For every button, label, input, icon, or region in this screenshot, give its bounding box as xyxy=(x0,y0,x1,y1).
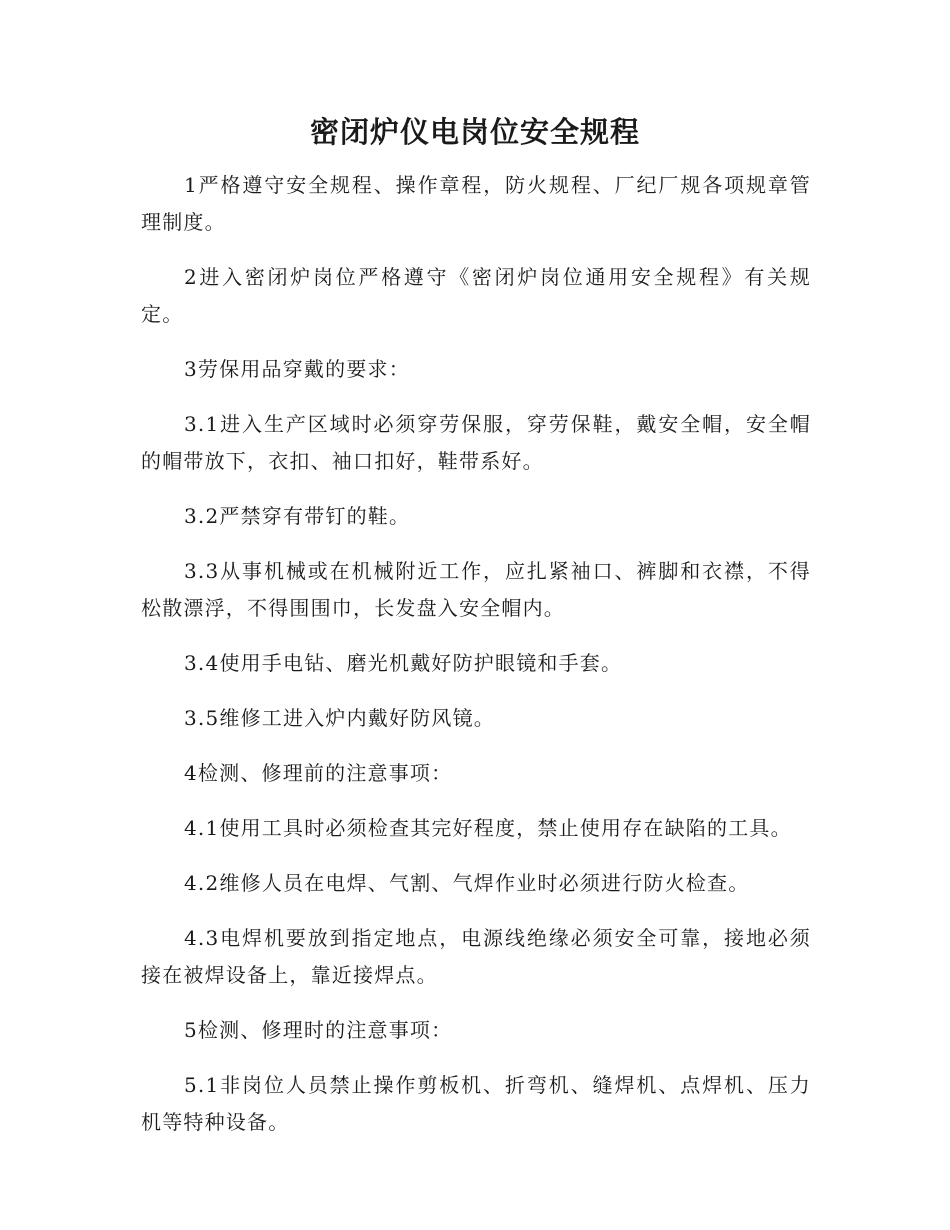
document-title: 密闭炉仪电岗位安全规程 xyxy=(309,115,640,149)
paragraph-3-1: 3.1进入生产区域时必须穿劳保服，穿劳保鞋，戴安全帽，安全帽的帽带放下，衣扣、袖口扣好，鞋带系好。 xyxy=(141,412,811,473)
paragraph-4-2: 4.2维修人员在电焊、气割、气焊作业时必须进行防火检查。 xyxy=(184,871,750,895)
paragraph-1: 1严格遵守安全规程、操作章程，防火规程、厂纪厂规各项规章管理制度。 xyxy=(141,173,811,234)
paragraph-3-3: 3.3从事机械或在机械附近工作，应扎紧袖口、裤脚和衣襟，不得松散漂浮，不得围围巾，长发盘入安全帽内。 xyxy=(141,559,811,620)
paragraph-4: 4检测、修理前的注意事项： xyxy=(184,761,453,785)
paragraph-3-2: 3.2严禁穿有带钉的鞋。 xyxy=(184,504,411,528)
paragraph-3: 3劳保用品穿戴的要求： xyxy=(184,357,410,381)
paragraph-5-1: 5.1非岗位人员禁止操作剪板机、折弯机、缝焊机、点焊机、压力机等特种设备。 xyxy=(141,1073,811,1134)
paragraph-3-4: 3.4使用手电钻、磨光机戴好防护眼镜和手套。 xyxy=(184,651,623,675)
paragraph-4-3: 4.3电焊机要放到指定地点，电源线绝缘必须安全可靠，接地必须接在被焊设备上，靠近接焊点。 xyxy=(141,926,811,987)
paragraph-5: 5检测、修理时的注意事项： xyxy=(184,1018,453,1042)
paragraph-2: 2进入密闭炉岗位严格遵守《密闭炉岗位通用安全规程》有关规定。 xyxy=(141,265,811,326)
paragraph-4-1: 4.1使用工具时必须检查其完好程度，禁止使用存在缺陷的工具。 xyxy=(184,816,792,840)
document-body xyxy=(141,167,811,1159)
paragraph-3-5: 3.5维修工进入炉内戴好防风镜。 xyxy=(184,706,496,730)
